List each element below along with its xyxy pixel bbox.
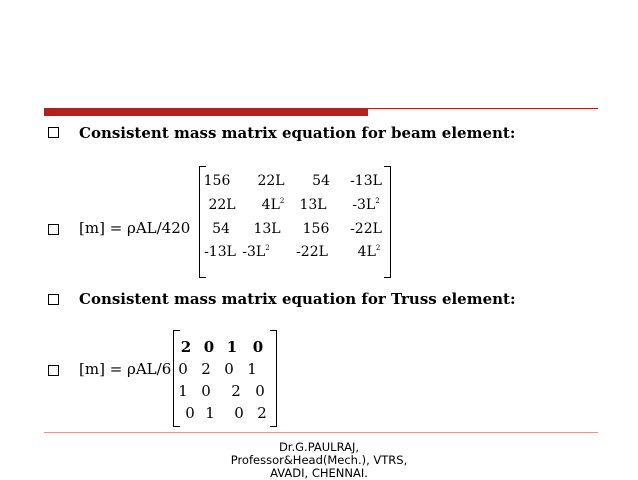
beam-cell: -13L — [204, 244, 236, 260]
truss-cell: 0 — [255, 382, 265, 400]
footer-rule — [44, 432, 598, 433]
footer-line-2: Professor&Head(Mech.), VTRS, — [230, 453, 408, 467]
truss-cell: 0 — [201, 382, 211, 400]
truss-cell: 0 — [178, 360, 188, 378]
truss-cell: 2 — [231, 382, 241, 400]
truss-cell: 2 — [180, 338, 192, 356]
truss-cell: 1 — [226, 338, 238, 356]
bullet-icon — [48, 224, 59, 235]
beam-cell: 22L — [257, 173, 285, 189]
beam-cell: 156 — [302, 221, 330, 237]
beam-cell: 54 — [312, 173, 330, 189]
truss-cell: 0 — [224, 360, 234, 378]
bullet-icon — [48, 365, 59, 376]
bullet-icon — [48, 127, 59, 138]
bullet-icon — [48, 294, 59, 305]
beam-cell: -13L — [350, 173, 382, 189]
truss-heading: Consistent mass matrix equation for Truss element: — [79, 290, 516, 308]
beam-cell: -22L — [350, 221, 382, 237]
beam-heading: Consistent mass matrix equation for beam element: — [79, 124, 516, 142]
beam-cell: 54 — [212, 221, 230, 237]
beam-cell: $4L^2$ — [261, 197, 285, 213]
truss-cell: 0 — [203, 338, 215, 356]
beam-cell: 13L — [299, 197, 327, 213]
truss-cell: 1 — [247, 360, 257, 378]
truss-cell: 2 — [201, 360, 211, 378]
footer-line-1: Dr.G.PAULRAJ, — [278, 440, 360, 454]
beam-cell: 22L — [208, 197, 236, 213]
truss-cell: 2 — [257, 404, 267, 422]
beam-cell: 156 — [203, 173, 231, 189]
truss-right-bracket — [270, 330, 277, 427]
truss-cell: 1 — [205, 404, 215, 422]
truss-cell: 0 — [185, 404, 195, 422]
title-rule-thin — [368, 108, 598, 109]
truss-cell: 0 — [252, 338, 264, 356]
footer-credit — [0, 441, 638, 480]
title-rule-red — [44, 108, 368, 116]
beam-cell: $-3L^2$ — [242, 244, 270, 260]
beam-mass-equation: [m] = ρAL/420 — [79, 219, 191, 237]
beam-cell: -22L — [296, 244, 328, 260]
beam-cell: 13L — [253, 221, 281, 237]
footer-line-3: AVADI, CHENNAI. — [270, 466, 368, 480]
truss-cell: 0 — [234, 404, 244, 422]
beam-cell: $4L^2$ — [357, 244, 381, 260]
truss-cell: 1 — [178, 382, 188, 400]
beam-cell: $-3L^2$ — [352, 197, 380, 213]
truss-mass-equation: [m] = ρAL/6 — [79, 360, 172, 378]
